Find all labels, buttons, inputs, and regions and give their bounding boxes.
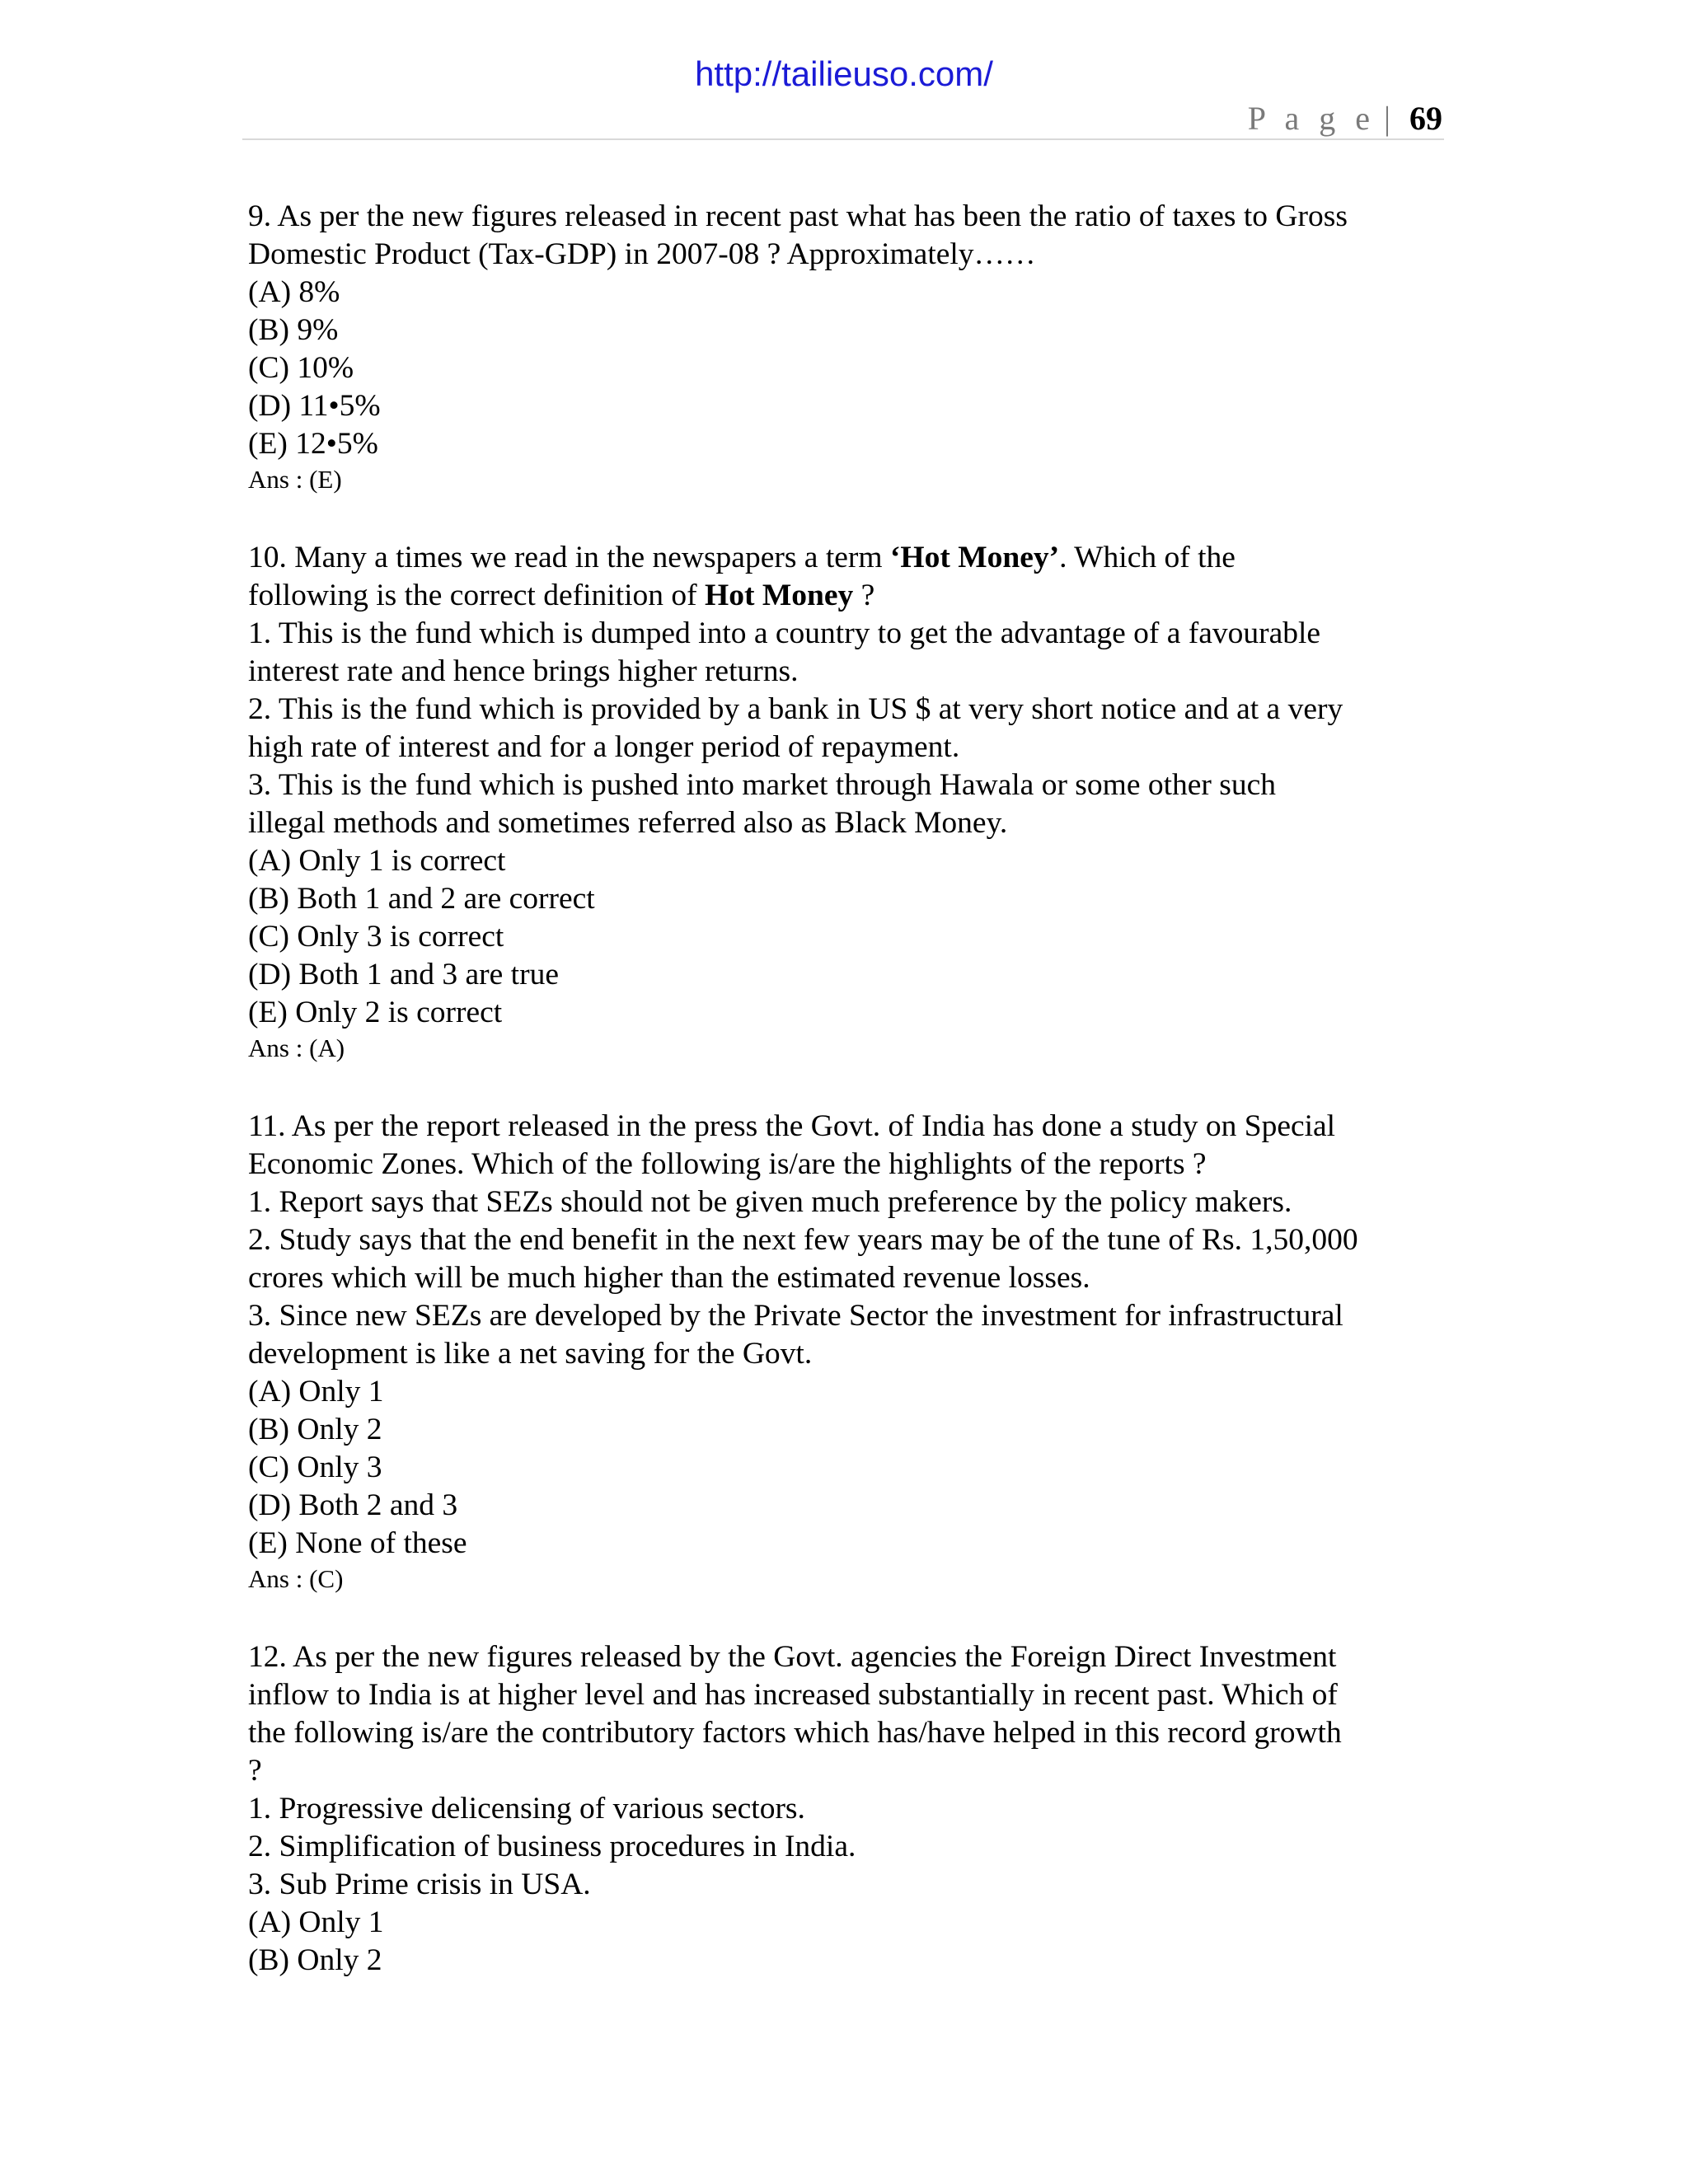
answer-option: (B) Both 1 and 2 are correct [248, 882, 595, 916]
question-text-part: . Which of the [1059, 541, 1236, 574]
document-body [248, 198, 1451, 1980]
question-text-part: 10. Many a times we read in the newspapers a term [248, 541, 890, 574]
answer-option: (A) Only 1 is correct [248, 844, 506, 878]
answer-option: (C) 10% [248, 351, 354, 385]
answer-option: (C) Only 3 is correct [248, 920, 504, 954]
header-divider [242, 138, 1444, 140]
answer-option: (A) Only 1 [248, 1905, 384, 1939]
question-text-part: following is the correct definition of [248, 579, 706, 612]
bold-term: ‘Hot Money’ [889, 541, 1060, 574]
page-number: 69 [1409, 100, 1442, 137]
question-10 [248, 539, 1451, 1065]
question-text: inflow to India is at higher level and has increased substantially in recent past. Which of [248, 1678, 1338, 1712]
answer-key: Ans : (C) [248, 1564, 344, 1593]
answer-option: (D) 11•5% [248, 389, 381, 423]
page-number-label [1248, 99, 1442, 138]
question-text: ? [248, 1754, 262, 1788]
statement-line: development is like a net saving for the Govt. [248, 1337, 813, 1371]
answer-option: (A) Only 1 [248, 1375, 384, 1408]
statement-line: 1. Progressive delicensing of various sectors. [248, 1792, 805, 1825]
question-text: the following is/are the contributory factors which has/have helped in this record growth [248, 1716, 1342, 1750]
answer-option: (B) Only 2 [248, 1943, 382, 1977]
page-separator: | [1383, 100, 1390, 137]
statement-line: 3. Sub Prime crisis in USA. [248, 1868, 591, 1901]
statement-line: 3. This is the fund which is pushed into market through Hawala or some other such [248, 768, 1277, 802]
statement-line: 1. This is the fund which is dumped into a country to get the advantage of a favourable [248, 616, 1321, 650]
answer-option: (E) 12•5% [248, 427, 378, 461]
question-text: Domestic Product (Tax-GDP) in 2007-08 ? Approximately…… [248, 237, 1036, 271]
answer-option: (D) Both 2 and 3 [248, 1488, 458, 1522]
answer-key: Ans : (A) [248, 1033, 345, 1062]
question-text: Economic Zones. Which of the following is/are the highlights of the reports ? [248, 1147, 1207, 1181]
statement-line: 2. Simplification of business procedures in India. [248, 1830, 856, 1863]
question-text: 11. As per the report released in the press the Govt. of India has done a study on Special [248, 1109, 1336, 1143]
statement-line: 3. Since new SEZs are developed by the Private Sector the investment for infrastructural [248, 1299, 1343, 1333]
statement-line: 1. Report says that SEZs should not be given much preference by the policy makers. [248, 1185, 1292, 1219]
statement-line: crores which will be much higher than the estimated revenue losses. [248, 1261, 1090, 1295]
header-url-link[interactable]: http://tailieuso.com/ [695, 54, 993, 93]
statement-line: interest rate and hence brings higher returns. [248, 654, 799, 688]
answer-option: (A) 8% [248, 275, 340, 309]
question-12 [248, 1638, 1451, 1980]
answer-option: (D) Both 1 and 3 are true [248, 958, 559, 991]
statement-line: illegal methods and sometimes referred also as Black Money. [248, 806, 1008, 840]
answer-option: (E) None of these [248, 1526, 467, 1560]
answer-option: (E) Only 2 is correct [248, 996, 503, 1029]
statement-line: 2. This is the fund which is provided by a bank in US $ at very short notice and at a very [248, 692, 1343, 726]
statement-line: 2. Study says that the end benefit in the next few years may be of the tune of Rs. 1,50,000 [248, 1223, 1358, 1257]
question-text [248, 577, 1451, 615]
bold-term: Hot Money [705, 579, 854, 612]
answer-option: (B) Only 2 [248, 1413, 382, 1446]
question-9 [248, 198, 1451, 496]
page-label: P a g e [1247, 100, 1376, 137]
question-11 [248, 1108, 1451, 1596]
answer-key: Ans : (E) [248, 465, 342, 494]
answer-option: (C) Only 3 [248, 1451, 382, 1484]
question-text: 12. As per the new figures released by the Govt. agencies the Foreign Direct Investment [248, 1640, 1337, 1674]
question-text: 9. As per the new figures released in recent past what has been the ratio of taxes to Gross [248, 199, 1348, 233]
question-text [248, 539, 1451, 577]
answer-option: (B) 9% [248, 313, 339, 347]
statement-line: high rate of interest and for a longer period of repayment. [248, 730, 960, 764]
question-text-part: ? [853, 579, 875, 612]
